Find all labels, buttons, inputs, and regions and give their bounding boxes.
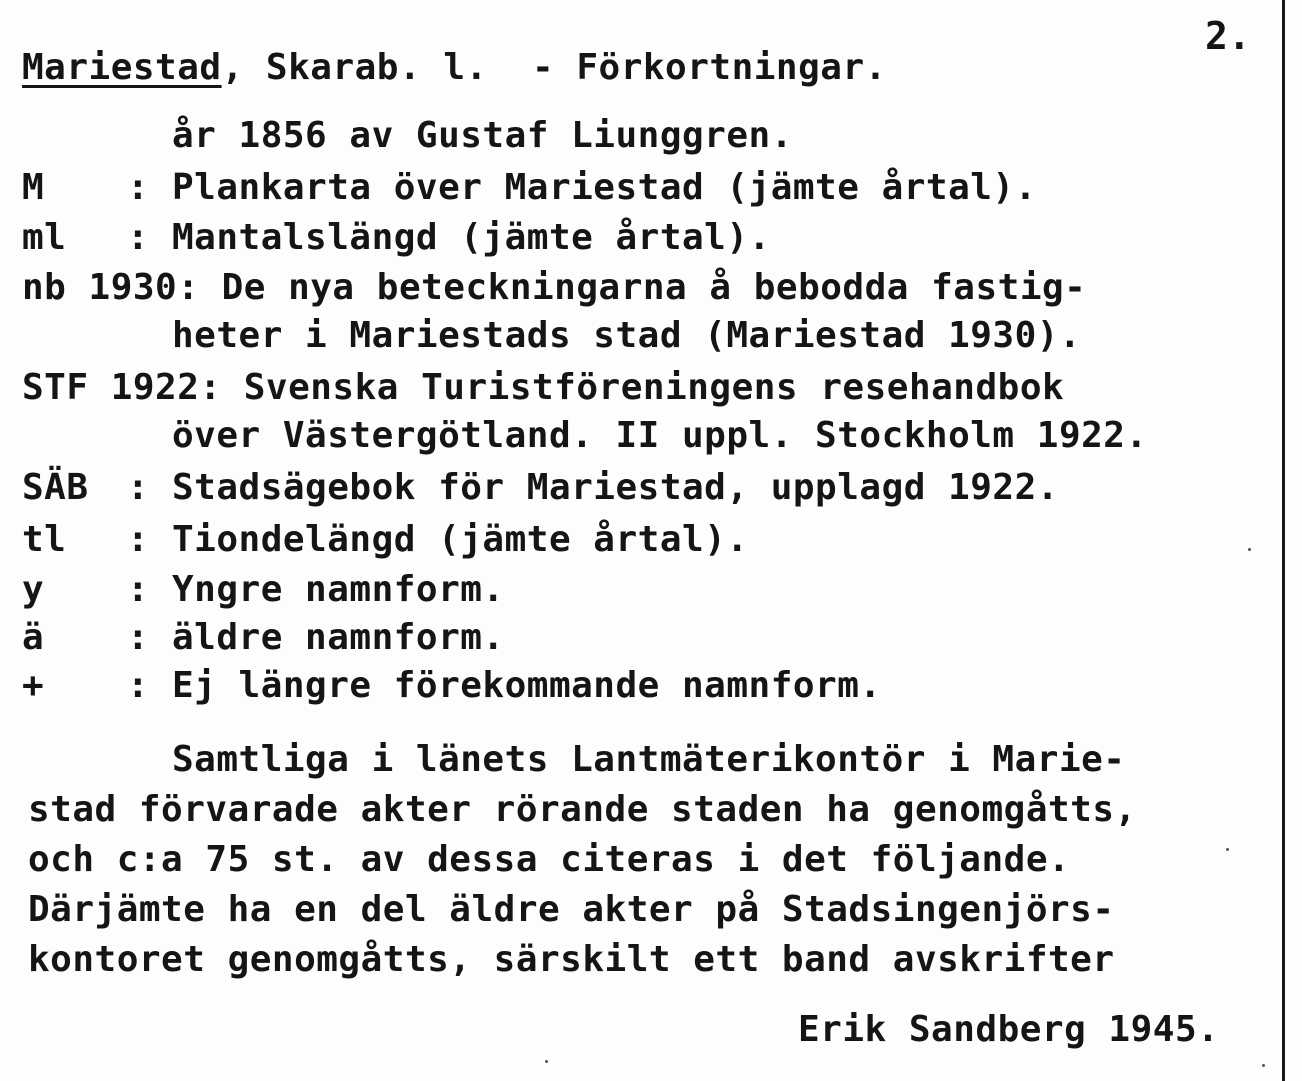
- abbrev-text: Ej längre förekommande namnform.: [172, 665, 882, 706]
- paper-speck: [1248, 548, 1251, 551]
- abbrev-row: [22, 664, 882, 708]
- signature: Erik Sandberg 1945.: [798, 1009, 1220, 1050]
- paragraph-line: kontoret genomgåtts, särskilt ett band avskrifter: [28, 939, 1115, 980]
- abbrev-key: SÄB: [22, 467, 89, 508]
- abbrev-colon: :: [127, 167, 150, 208]
- intro-line: år 1856 av Gustaf Liunggren.: [172, 115, 793, 156]
- stf-entry-line-1: STF 1922: Svenska Turistföreningens resehandbok: [22, 367, 1065, 408]
- abbrev-row: [22, 518, 749, 562]
- abbrev-row: [22, 568, 505, 612]
- page-number: 2.: [1205, 14, 1251, 58]
- abbrev-row: [22, 616, 505, 660]
- abbrev-text: Mantalslängd (jämte årtal).: [172, 217, 771, 258]
- abbrev-key: ml: [22, 217, 67, 258]
- header-line: [22, 46, 887, 90]
- abbrev-colon: :: [127, 519, 150, 560]
- header-rest: , Skarab. l. - Förkortningar.: [221, 47, 887, 88]
- abbrev-text: Stadsägebok för Mariestad, upplagd 1922.: [172, 467, 1059, 508]
- abbrev-colon: :: [127, 467, 150, 508]
- paper-speck: [1262, 1064, 1265, 1067]
- nb-entry-line-1: nb 1930: De nya beteckningarna å bebodda fastig-: [22, 267, 1087, 308]
- card-right-border: [1282, 0, 1285, 1081]
- abbrev-key: tl: [22, 519, 67, 560]
- abbrev-colon: :: [127, 665, 150, 706]
- abbrev-colon: :: [127, 617, 150, 658]
- nb-entry-line-2: heter i Mariestads stad (Mariestad 1930).: [172, 315, 1082, 356]
- abbrev-key: +: [22, 665, 45, 706]
- paper-speck: [1226, 848, 1229, 851]
- abbrev-text: äldre namnform.: [172, 617, 505, 658]
- abbrev-colon: :: [127, 217, 150, 258]
- header-place: Mariestad: [22, 47, 222, 88]
- abbrev-row: [22, 216, 771, 260]
- paragraph-line: Därjämte ha en del äldre akter på Stadsingenjörs-: [28, 889, 1115, 930]
- paper-speck: [545, 1060, 548, 1063]
- abbrev-key: y: [22, 569, 45, 610]
- abbrev-key: M: [22, 167, 45, 208]
- abbrev-text: Plankarta över Mariestad (jämte årtal).: [172, 167, 1037, 208]
- paragraph-line: och c:a 75 st. av dessa citeras i det följande.: [28, 839, 1071, 880]
- abbrev-text: Yngre namnform.: [172, 569, 505, 610]
- paragraph-line: Samtliga i länets Lantmäterikontör i Marie-: [172, 739, 1126, 780]
- paragraph-line: stad förvarade akter rörande staden ha genomgåtts,: [28, 789, 1137, 830]
- abbrev-row: [22, 466, 1059, 510]
- abbrev-key: ä: [22, 617, 45, 658]
- abbrev-row: [22, 166, 1037, 210]
- stf-entry-line-2: över Västergötland. II uppl. Stockholm 1922.: [172, 415, 1148, 456]
- abbrev-text: Tiondelängd (jämte årtal).: [172, 519, 749, 560]
- abbrev-colon: :: [127, 569, 150, 610]
